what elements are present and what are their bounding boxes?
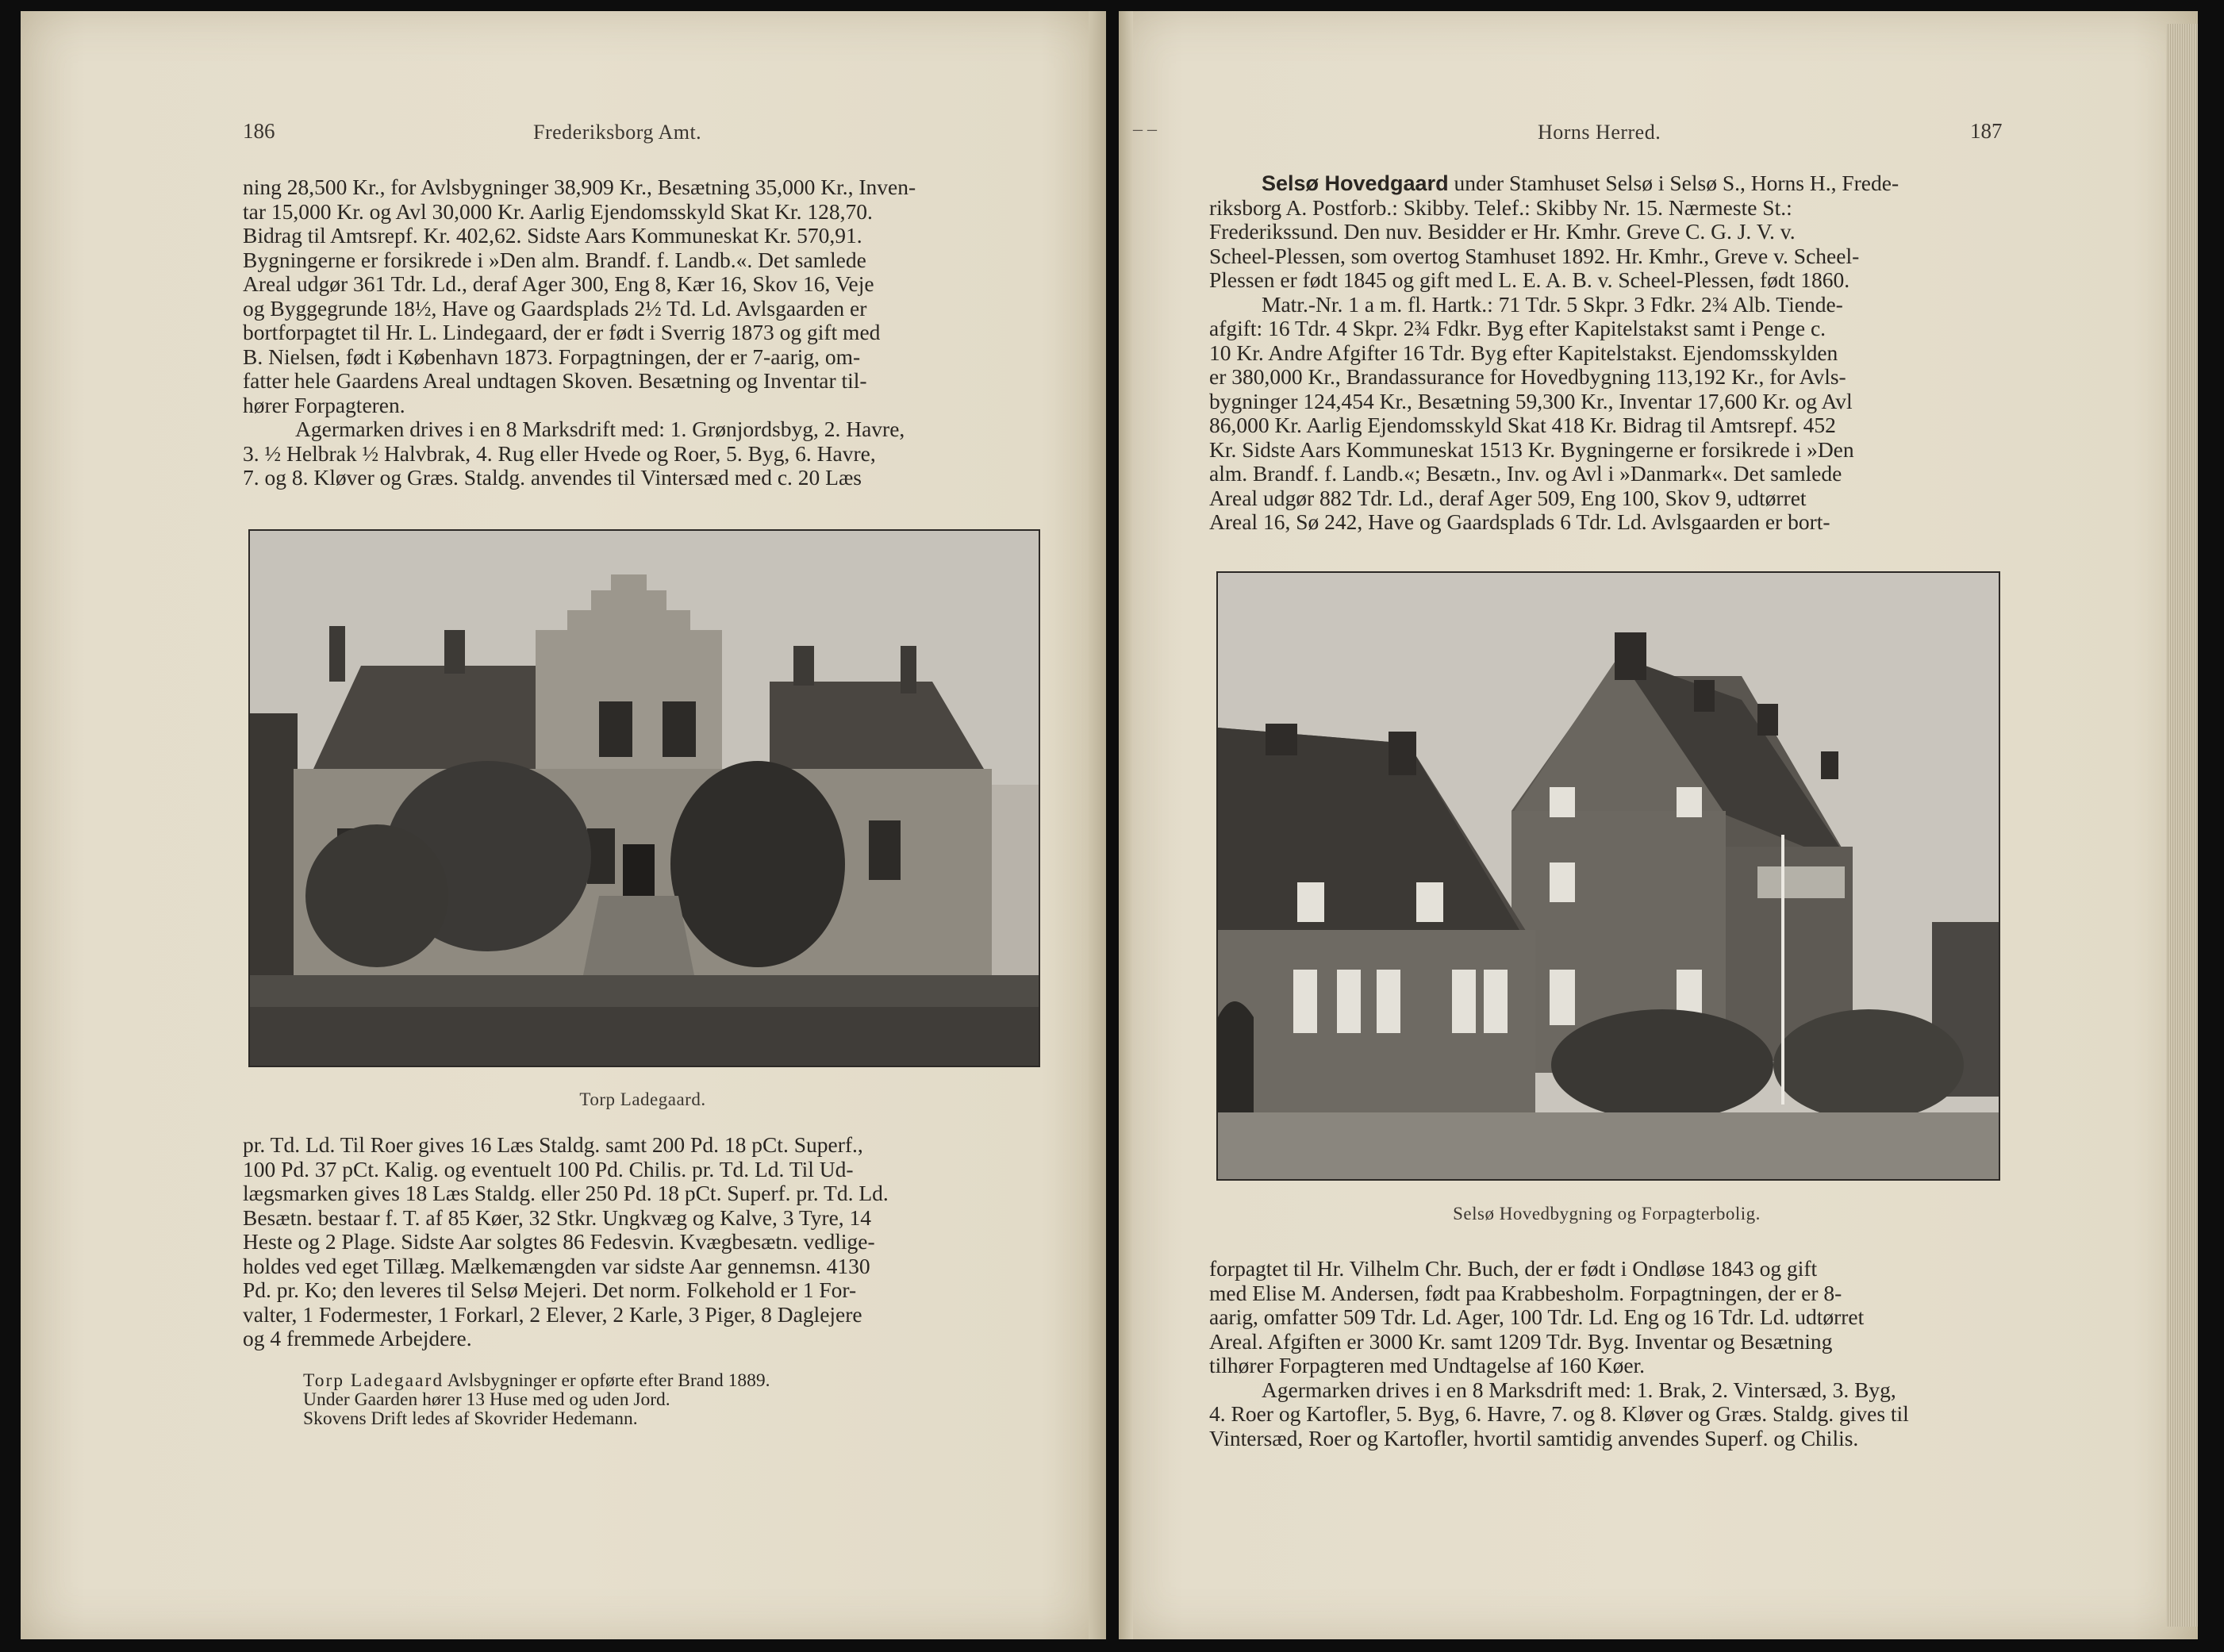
text-line: tar 15,000 Kr. og Avl 30,000 Kr. Aarlig Ejendomsskyld Skat Kr. 128,70. (243, 198, 873, 224)
text-line: 10 Kr. Andre Afgifter 16 Tdr. Byg efter Kapitelstakst. Ejendomsskylden (1209, 340, 1838, 365)
text-line: Scheel-Plessen, som overtog Stamhuset 1892. Hr. Kmhr., Greve v. Scheel- (1209, 243, 1860, 268)
right-running-head: Horns Herred. (1538, 121, 1661, 144)
text-line: bygninger 124,454 Kr., Besætning 59,300 Kr., Inventar 17,600 Kr. og Avl (1209, 388, 1853, 413)
text-line: Frederikssund. Den nuv. Besidder er Hr. Kmhr. Greve C. G. J. V. v. (1209, 219, 1796, 244)
text-line: Agermarken drives i en 8 Marksdrift med: 1. Grønjordsbyg, 2. Havre, (295, 417, 905, 441)
text-line: bortforpagtet til Hr. L. Lindegaard, der er født i Sverrig 1873 og gift med (243, 320, 881, 344)
torp-photo-caption: Torp Ladegaard. (579, 1089, 706, 1109)
text-line: 86,000 Kr. Aarlig Ejendomsskyld Skat 418 Kr. Bidrag til Amtsrepf. 452 (1209, 413, 1836, 437)
text-line: 100 Pd. 37 pCt. Kalig. og eventuelt 100 Pd. Chilis. pr. Td. Ld. Til Ud- (243, 1156, 854, 1181)
text-line: fatter hele Gaardens Areal undtagen Skoven. Besætning og Inventar til- (243, 368, 867, 393)
text-line: med Elise M. Andersen, født paa Krabbesholm. Forpagtningen, der er 8- (1209, 1280, 1842, 1305)
text-line: hører Forpagteren. (243, 392, 405, 417)
footnote-line: Skovens Drift ledes af Skovrider Hedemann. (303, 1408, 638, 1429)
text-line: 3. ½ Helbrak ½ Halvbrak, 4. Rug eller Hvede og Roer, 5. Byg, 6. Havre, (243, 440, 876, 466)
left-footnote (303, 1371, 1017, 1428)
estate-heading: Selsø Hovedgaard (1262, 171, 1449, 195)
left-running-head: Frederiksborg Amt. (533, 121, 702, 144)
text-line: holdes ved eget Tillæg. Mælkemængden var sidste Aar gennemsn. 4130 (243, 1253, 870, 1278)
footnote-text: Avlsbygninger er opførte efter Brand 1889. (447, 1370, 770, 1391)
right-bottom-paragraph (1209, 1257, 2003, 1450)
text-line-rest: under Stamhuset Selsø i Selsø S., Horns H., Frede- (1454, 171, 1899, 195)
text-line: riksborg A. Postforb.: Skibby. Telef.: Skibby Nr. 15. Nærmeste St.: (1209, 194, 1792, 220)
text-line (1209, 171, 2003, 196)
left-top-paragraph (243, 175, 1035, 490)
text-line: Pd. pr. Ko; den leveres til Selsø Mejeri. Det norm. Folkehold er 1 For- (243, 1277, 857, 1302)
text-line: Kr. Sidste Aars Kommuneskat 1513 Kr. Bygningerne er forsikrede i »Den (1209, 436, 1854, 462)
text-line: 7. og 8. Kløver og Græs. Staldg. anvendes til Vintersæd med c. 20 Læs (243, 465, 862, 490)
right-page-number: 187 (1970, 119, 2003, 143)
text-line: B. Nielsen, født i København 1873. Forpagtningen, der er 7-aarig, om- (243, 344, 861, 369)
text-line: 4. Roer og Kartofler, 5. Byg, 6. Havre, 7. og 8. Kløver og Græs. Staldg. gives til (1209, 1401, 1909, 1426)
text-line: aarig, omfatter 509 Tdr. Ld. Ager, 100 Tdr. Ld. Eng og 16 Tdr. Ld. udtørret (1209, 1304, 1865, 1329)
text-line: Vintersæd, Roer og Kartofler, hvortil samtidig anvendes Superf. og Chilis. (1209, 1425, 1859, 1450)
text-line: lægsmarken gives 18 Læs Staldg. eller 250 Pd. 18 pCt. Superf. pr. Td. Ld. (243, 1181, 889, 1205)
text-line: forpagtet til Hr. Vilhelm Chr. Buch, der er født i Ondløse 1843 og gift (1209, 1256, 1818, 1281)
text-line: er 380,000 Kr., Brandassurance for Hovedbygning 113,192 Kr., for Avls- (1209, 364, 1846, 389)
margin-dash: ‒ ‒ (1133, 119, 1157, 140)
page-edges (2166, 24, 2198, 1627)
right-gutter (1119, 11, 1133, 1639)
text-line: Areal. Afgiften er 3000 Kr. samt 1209 Tdr. Byg. Inventar og Besætning (1209, 1328, 1833, 1354)
text-line: Agermarken drives i en 8 Marksdrift med: 1. Brak, 2. Vintersæd, 3. Byg, (1262, 1377, 1896, 1402)
text-line: Bygningerne er forsikrede i »Den alm. Brandf. f. Landb.«. Det samlede (243, 247, 866, 272)
text-line: Areal udgør 882 Tdr. Ld., deraf Ager 509, Eng 100, Skov 9, udtørret (1209, 485, 1807, 510)
text-line: valter, 1 Fodermester, 1 Forkarl, 2 Elever, 2 Karle, 3 Piger, 8 Daglejere (243, 1301, 862, 1327)
text-line: Bidrag til Amtsrepf. Kr. 402,62. Sidste Aars Kommuneskat Kr. 570,91. (243, 223, 862, 248)
selso-photo-image (1218, 573, 1999, 1179)
text-line: og 4 fremmede Arbejdere. (243, 1326, 472, 1350)
footnote-lead: Torp Ladegaard (303, 1370, 444, 1391)
right-top-paragraph (1209, 171, 2003, 535)
text-line: Besætn. bestaar f. T. af 85 Køer, 32 Stkr. Ungkvæg og Kalve, 3 Tyre, 14 (243, 1204, 872, 1230)
text-line: Plessen er født 1845 og gift med L. E. A. B. v. Scheel-Plessen, født 1860. (1209, 267, 1850, 292)
text-line: alm. Brandf. f. Landb.«; Besætn., Inv. og Avl i »Danmark«. Det samlede (1209, 461, 1842, 486)
text-line: Matr.-Nr. 1 a m. fl. Hartk.: 71 Tdr. 5 Skpr. 3 Fdkr. 2¾ Alb. Tiende- (1262, 291, 1843, 317)
text-line: pr. Td. Ld. Til Roer gives 16 Læs Staldg. samt 200 Pd. 18 pCt. Superf., (243, 1132, 863, 1157)
footnote-line: Under Gaarden hører 13 Huse med og uden Jord. (303, 1389, 670, 1410)
selso-photo-caption: Selsø Hovedbygning og Forpagterbolig. (1453, 1204, 1761, 1224)
text-line: og Byggegrunde 18½, Have og Gaardsplads 2½ Td. Ld. Avlsgaarden er (243, 295, 867, 321)
text-line: Heste og 2 Plage. Sidste Aar solgtes 86 Fedesvin. Kvægbesætn. vedlige- (243, 1229, 875, 1254)
text-line: Areal udgør 361 Tdr. Ld., deraf Ager 300, Eng 8, Kær 16, Skov 16, Veje (243, 271, 874, 296)
footnote-line (303, 1371, 1017, 1390)
photo-selso-hovedbygning (1216, 571, 2000, 1181)
text-line: ning 28,500 Kr., for Avlsbygninger 38,909 Kr., Besætning 35,000 Kr., Inven- (243, 175, 916, 199)
left-bottom-paragraph (243, 1133, 1035, 1351)
text-line: tilhører Forpagteren med Undtagelse af 160 Køer. (1209, 1353, 1646, 1377)
text-line: Areal 16, Sø 242, Have og Gaardsplads 6 Tdr. Ld. Avlsgaarden er bort- (1209, 509, 1830, 534)
torp-ladegaard-photo-image (250, 531, 1039, 1066)
left-page-number: 186 (243, 119, 275, 143)
left-gutter (1089, 11, 1106, 1639)
text-line: afgift: 16 Tdr. 4 Skpr. 2¾ Fdkr. Byg efter Kapitelstakst samt i Penge c. (1209, 316, 1826, 340)
photo-torp-ladegaard (248, 529, 1040, 1067)
